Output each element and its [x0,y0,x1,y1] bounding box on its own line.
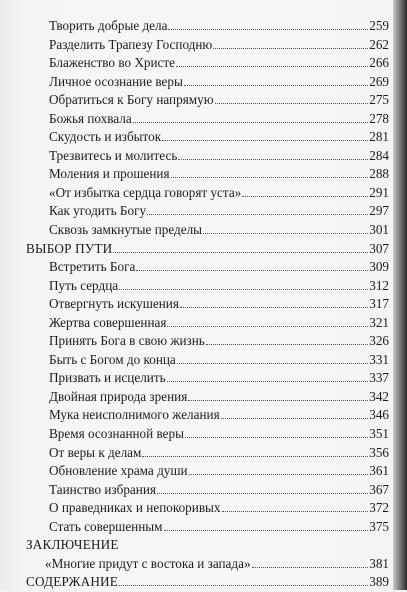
toc-entry-title: Встретить Бога [49,259,136,275]
toc-page-number: 288 [369,166,389,182]
toc-page-number: 367 [369,481,389,497]
toc-entry-title: Принять Бога в свою жизнь [49,333,205,349]
dot-leader [171,167,369,178]
toc-page-number: 389 [369,574,389,590]
toc-page-number: 291 [369,184,389,200]
toc-entry-title: Скудость и избыток [49,129,162,145]
dot-leader [206,334,368,345]
dot-leader [119,575,368,586]
toc-entry-row [0,555,389,574]
toc-entry-row [0,444,389,463]
toc-page-number: 275 [369,92,389,108]
dot-leader [184,74,368,85]
page-edge-shadow [393,0,407,590]
table-of-contents [0,17,407,592]
dot-leader [221,408,369,419]
toc-entry-row [0,128,389,147]
dot-leader [222,501,369,512]
dot-leader [167,315,368,326]
dot-leader [215,93,369,104]
toc-entry-row [0,17,389,36]
toc-entry-row [0,91,389,110]
toc-page-number: 321 [369,314,389,330]
toc-page-number: 281 [369,129,389,145]
toc-entry-title: Быть с Богом до конца [49,351,176,367]
toc-page-number: 375 [369,518,389,534]
toc-entry-title: Стать совершенным [49,518,163,534]
toc-entry-row [0,518,389,537]
toc-entry-title: «От избытка сердца говорят уста» [49,184,242,200]
toc-entry-row [0,147,389,166]
toc-page-number: 317 [369,296,389,312]
toc-entry-row [0,110,389,129]
toc-entry-title: «Многие придут с востока и запада» [45,555,251,571]
dot-leader [147,204,368,215]
dot-leader [188,390,368,401]
toc-entry-row [0,221,389,240]
toc-entry-title: Блаженство во Христе [49,55,175,71]
toc-page-number: 356 [369,444,389,460]
toc-entry-title: Божья похвала [49,110,132,126]
toc-entry-row [0,462,389,481]
dot-leader [167,371,369,382]
dot-leader [119,278,368,289]
toc-entry-row [0,202,389,221]
toc-page-number: 262 [369,36,389,52]
toc-entry-row [0,54,389,73]
dot-leader [168,19,368,30]
dot-leader [213,37,368,48]
toc-entry-row [0,351,389,370]
dot-leader [185,427,368,438]
toc-page-number: 269 [369,73,389,89]
dot-leader [157,482,368,493]
toc-entry-row [0,73,389,92]
toc-section-row [0,536,389,555]
toc-section-row [0,573,389,592]
dot-leader [203,223,368,234]
toc-section-row [0,240,389,259]
toc-page-number: 351 [369,426,389,442]
toc-page-number: 312 [369,277,389,293]
toc-page-number: 301 [369,222,389,238]
toc-page-number: 326 [369,333,389,349]
toc-entry-row [0,481,389,500]
toc-entry-title: Творить добрые дела [49,18,168,33]
toc-entry-title: О праведниках и непокоривых [49,500,221,516]
toc-entry-row [0,499,389,518]
toc-page-number: 372 [369,500,389,516]
toc-entry-title: Моления и прошения [49,166,170,182]
toc-entry-row [0,165,389,184]
dot-leader [189,464,369,475]
toc-page-number: 346 [369,407,389,423]
toc-page-number: 266 [369,55,389,71]
toc-page-number: 297 [369,203,389,219]
toc-entry-row [0,388,389,407]
toc-entry-title: Обновление храма души [49,463,188,479]
toc-entry-title: Мука неисполнимого желания [49,407,220,423]
toc-entry-row [0,425,389,444]
toc-page-number: 259 [369,18,389,33]
toc-entry-row [0,184,389,203]
toc-entry-title: Время осознанной веры [49,426,184,442]
toc-entry-title: Таинство избрания [49,481,156,497]
toc-entry-title: Как угодить Богу [49,203,147,219]
dot-leader [178,149,368,160]
toc-page-number: 337 [369,370,389,386]
dot-leader [176,56,368,67]
dot-leader [164,519,369,530]
toc-page-number: 381 [369,555,389,571]
toc-entry-title: Трезвитесь и молитесь [49,147,178,163]
toc-page-number: 309 [369,259,389,275]
toc-entry-row [0,369,389,388]
toc-page-number: 331 [369,351,389,367]
toc-entry-title: Сквозь замкнутые пределы [49,222,203,238]
dot-leader [142,445,368,456]
dot-leader [180,297,368,308]
toc-page-number: 307 [369,240,389,256]
toc-entry-title: Путь сердца [49,277,119,293]
dot-leader [136,260,368,271]
toc-entry-row [0,258,389,277]
toc-entry-row [0,36,389,55]
dot-leader [133,111,369,122]
toc-entry-title: Двойная природа зрения [49,388,188,404]
dot-leader [252,557,369,568]
toc-entry-title: Жертва совершенная [49,314,167,330]
toc-entry-row [0,332,389,351]
dot-leader [113,241,368,252]
toc-entry-title: От веры к делам [49,444,142,460]
toc-entry-title: Призвать и исцелить [49,370,166,386]
dot-leader [177,353,368,364]
toc-entry-title: Обратиться к Богу напрямую [49,92,214,108]
toc-entry-row [0,314,389,333]
toc-section-title: ЗАКЛЮЧЕНИЕ [26,537,119,553]
toc-entry-title: Отвергнуть искушения [49,296,179,312]
toc-entry-row [0,406,389,425]
toc-section-title: СОДЕРЖАНИЕ [26,574,119,590]
toc-entry-row [0,295,389,314]
toc-page-number: 361 [369,463,389,479]
dot-leader [162,130,368,141]
toc-entry-title: Разделить Трапезу Господню [49,36,213,52]
toc-page-number: 342 [369,388,389,404]
toc-section-title: ВЫБОР ПУТИ [26,240,113,256]
toc-entry-row [0,277,389,296]
toc-page-number: 278 [369,110,389,126]
toc-page-number: 284 [369,147,389,163]
dot-leader [242,186,368,197]
toc-entry-title: Личное осознание веры [49,73,183,89]
